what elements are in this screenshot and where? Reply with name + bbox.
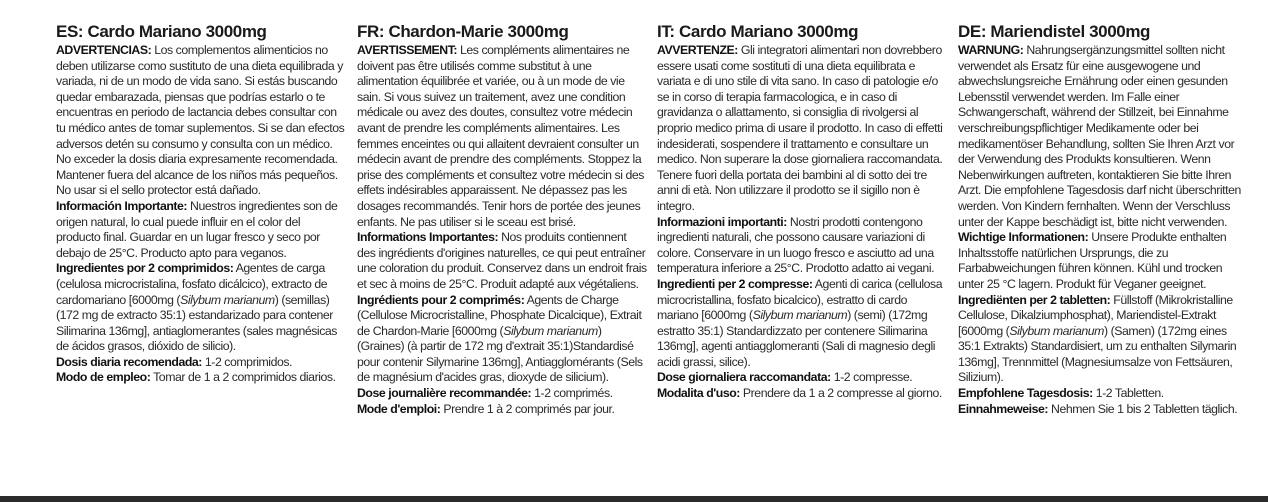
info-text: Unsere Produkte enthalten Inhaltsstoffe natürlichen Ursprungs, die zu Farbabweichungen führen können. Kühl und trocken unter 25 °C lagern. Produkt für Veganer geeignet. (958, 230, 1227, 291)
info-paragraph (958, 230, 1248, 292)
ingredients-latin-name: Silybum marianum (180, 292, 275, 307)
ingredients-label: Ingredienti per 2 compresse: (657, 276, 813, 291)
dose-paragraph (958, 386, 1248, 402)
use-label: Einnahmeweise: (958, 401, 1049, 416)
info-text: Nos produits contiennent des ingrédients d'origines naturelles, ce qui peut entraîner une coloration du produit. Conservez dans un endroit frais et sec à moins de 25°C. Produit adapté aux végétaliens. (357, 230, 647, 291)
info-label: Información Importante: (56, 198, 188, 213)
info-text: Nuestros ingredientes son de origen natural, lo cual puede influir en el color del producto final. Guardar en un lugar fresco y seco por debajo de 25°C. Producto apto para veganos. (56, 198, 338, 260)
ingredients-label: Ingrédients pour 2 comprimés: (357, 292, 525, 307)
use-paragraph (657, 386, 947, 402)
ingredients-label: Ingrediënten per 2 tabletten: (958, 292, 1111, 307)
use-text: Prendere da 1 a 2 compresse al giorno. (739, 386, 942, 401)
info-label: Informations Importantes: (357, 230, 499, 245)
info-label: Informazioni importanti: (657, 214, 787, 229)
column-title: ES: Cardo Mariano 3000mg (56, 22, 267, 41)
column-title: FR: Chardon-Marie 3000mg (357, 22, 569, 41)
column-de (958, 22, 1248, 417)
info-label: Wichtige Informationen: (958, 230, 1089, 245)
column-it (657, 22, 947, 402)
dose-paragraph (657, 370, 947, 386)
column-fr (357, 22, 647, 417)
dose-label: Dose giornaliera raccomandata: (657, 370, 831, 385)
bottom-bar (0, 496, 1268, 502)
use-label: Mode d'emploi: (357, 401, 441, 416)
ingredients-latin-name: Silybum marianum (752, 308, 848, 323)
column-title: DE: Mariendistel 3000mg (958, 22, 1151, 41)
use-paragraph (357, 402, 647, 418)
info-text: Nostri prodotti contengono ingredienti naturali, che possono causare variazioni di colore. Conservare in un luogo fresco e asciutto ad una temperatura inferiore a 25°C. Prodotto adatto ai vegani. (657, 214, 935, 276)
use-label: Modo de empleo: (56, 370, 151, 385)
use-text: Nehmen Sie 1 bis 2 Tabletten täglich. (1048, 401, 1238, 416)
warning-paragraph (56, 43, 346, 199)
ingredients-text-start: Füllstoff (Mikrokristalline Cellulose, Dikalziumphosphat), Mariendistel-Extrakt [6000mg ( (958, 292, 1233, 338)
column-title: IT: Cardo Mariano 3000mg (657, 22, 859, 41)
info-paragraph (56, 199, 346, 261)
warning-paragraph (657, 43, 947, 215)
warning-label: AVVERTENZE: (657, 43, 738, 57)
use-label: Modalita d'uso: (657, 386, 740, 401)
ingredients-paragraph (958, 293, 1248, 387)
dose-label: Dose journalière recommandée: (357, 386, 532, 401)
ingredients-text-end: ) (Samen) (172mg eines 35:1 Extrakts) Standardisiert, um zu enthalten Silymarin 136mg], Trennmittel (Magnesiumsalze von Fettsäuren, Silizium). (958, 323, 1237, 385)
dose-text: 1-2 compresse. (830, 370, 913, 385)
info-paragraph (657, 215, 947, 277)
dose-text: 1-2 Tabletten. (1092, 386, 1164, 401)
use-text: Tomar de 1 a 2 comprimidos diarios. (150, 370, 336, 385)
ingredients-latin-name: Silybum marianum (503, 323, 598, 338)
dose-paragraph (357, 386, 647, 402)
use-paragraph (958, 402, 1248, 418)
warning-text: Gli integratori alimentari non dovrebbero essere usati come sostituti di una dieta equilibrata e variata e di uno stile di vita sano. In caso di patologie e/o se in corso di terapia farmacologica, e in caso di gravidanza o allattamento, si consiglia di rivolgersi al proprio medico prima di usare il prodotto. In caso di effetti indesiderati, sospendere il trattamento e consultare un medico. Non superare la dose giornaliera raccomandata. Tenere fuori della portata dei bambini al di sotto dei tre anni di età. Non utilizzare il prodotto se il sigillo non è integro. (657, 43, 943, 213)
dose-paragraph (56, 355, 346, 371)
ingredients-latin-name: Silybum marianum (1009, 323, 1104, 338)
ingredients-text-end: ) (semi) (172mg estratto 35:1) Standardizzato per contenere Silimarina 136mg], agenti antiagglomeranti (Sali di magnesio degli acidi grassi, silice). (657, 308, 936, 369)
info-paragraph (357, 230, 647, 292)
ingredients-paragraph (56, 261, 346, 355)
ingredients-paragraph (657, 277, 947, 371)
warning-text: Nahrungsergänzungsmittel sollten nicht verwendet als Ersatz für eine ausgewogene und abwechslungsreiche Ernährung oder einen gesunden Lebensstil verwendet werden. Im Falle einer Schwangerschaft, während der Stillzeit, bei Einnahme verschreibungspflichtiger Medikamente oder bei medikamentöser Behandlung, sollten Sie Ihren Arzt vor der Verwendung des Produkts konsultieren. Wenn Nebenwirkungen auftreten, kontaktieren Sie bitte Ihren Arzt. Die empfohlene Tagesdosis darf nicht überschritten werden. Von Kindern fernhalten. Wenn der Verschluss unter der Kappe beschädigt ist, bitte nicht verwenden. (958, 43, 1241, 229)
ingredients-text-end: ) (semillas)(172 mg de extracto 35:1) estandarizado para contener Silimarina 136mg], antiaglomerantes (sales magnésicas de ácidos grasos, dióxido de silicio). (56, 292, 337, 354)
dose-label: Dosis diaria recomendada: (56, 354, 202, 369)
warning-text: Les compléments alimentaires ne doivent pas être utilisés comme substitut à une alimentation équilibrée et variée, ou à un mode de vie sain. Si vous suivez un traitement, avez une condition médicale ou avez des doutes, consultez votre médecin avant de prendre les compléments alimentaires. Les femmes enceintes ou qui allaitent devraient consulter un médecin avant de prendre des compléments. Stoppez la prise des compléments et consultez votre médecin si des effets indésirables apparaissent. Ne dépassez pas les dosages recommandés. Tenir hors de portée des jeunes enfants. Ne pas utiliser si le sceau est brisé. (357, 43, 644, 229)
warning-label: AVERTISSEMENT: (357, 43, 458, 57)
use-paragraph (56, 370, 346, 386)
ingredients-text-start: Agentes de carga (celulosa microcristalina, fosfato dicálcico), extracto de cardomariano [6000mg ( (56, 261, 328, 307)
dose-text: 1-2 comprimés. (531, 386, 613, 401)
column-es (56, 22, 346, 386)
ingredients-text-start: Agents de Charge (Cellulose Microcristalline, Phosphate Dicalcique), Extrait de Chardon-Marie [6000mg ( (357, 292, 642, 338)
ingredients-paragraph (357, 293, 647, 387)
dose-label: Empfohlene Tagesdosis: (958, 386, 1093, 401)
ingredients-label: Ingredientes por 2 comprimidos: (56, 261, 234, 276)
warning-label: WARNUNG: (958, 43, 1024, 57)
ingredients-text-end: ) (Graines) (à partir de 172 mg d'extrait 35:1)Standardisé pour contenir Silymarine 136mg], Antiagglomérants (Sels de magnésium d'acides gras, dioxyde de silicium). (357, 323, 643, 385)
ingredients-text-start: Agenti di carica (cellulosa microcristallina, fosfato bicalcico), estratto di cardo mariano [6000mg ( (657, 276, 943, 323)
warning-text: Los complementos alimenticios no deben utilizarse como sustituto de una dieta equilibrada y variada, ni de un modo de vida sano. Si estás buscando quedar embarazada, piensas que podrías estarlo o te encuentras en periodo de lactancia debes consultar con tu médico antes de tomar suplementos. Si se dan efectos adversos detén su consumo y consulta con un médico. No exceder la dosis diaria expresamente recomendada. Mantener fuera del alcance de los niños más pequeños. No usar si el sello protector está dañado. (56, 43, 345, 198)
use-text: Prendre 1 à 2 comprimés par jour. (440, 401, 615, 416)
warning-paragraph (357, 43, 647, 230)
dose-text: 1-2 comprimidos. (201, 354, 293, 369)
warning-paragraph (958, 43, 1248, 230)
warning-label: ADVERTENCIAS: (56, 43, 152, 57)
